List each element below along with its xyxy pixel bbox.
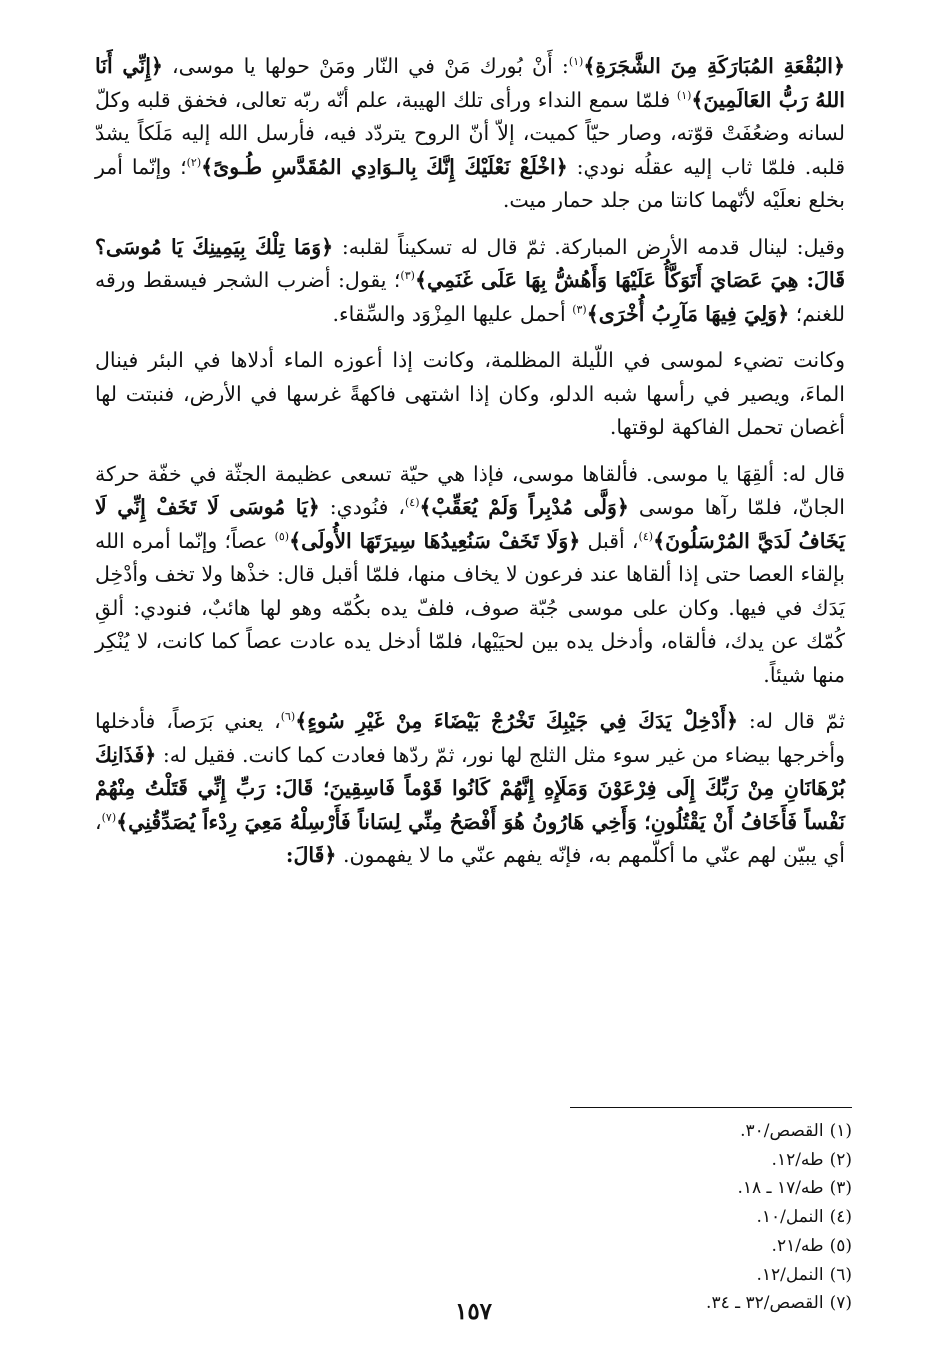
quran-quote: ﴿وَمَا تِلْكَ بِيَمِينِكَ يَا مُوسَى؟ قَالَ: هِيَ عَصَايَ أَتَوَكَّأُ عَلَيْهَا وَأَهُشُّ بِهَا عَلَى غَنَمِي﴾ [95,234,846,292]
paragraph-text: : أَنْ بُورك مَنْ في النّار ومَنْ حولها يا موسى، [162,54,569,78]
footnote-text: القصص/٣٢ ـ ٣٤. [706,1293,824,1314]
paragraph-text: ، فنُودي: [319,495,405,519]
paragraph-text: عصاً؛ وإنّما أمره الله بإلقاء العصا حتى إذا ألقاها عند فرعون لا يخاف منها، فلمّا أقبل قال: خذْها ولا تخف وأدْخِل يَدَك في فيها. وكان على موسى جُبّة صوف، فلفّ يده بكُمّه وهو لها هائبٌ، فنودي: ألقِ كُمّك عن يدك، فألقاه، وأدخل يده بين لحيَيْها، فلمّا أدخل يده عادت عصاً كما كانت، لا يُنْكِر منها شيئاً. [95,528,845,687]
paragraph-text: أحمل عليها المِزْوَد والسِّقاء. [332,301,573,326]
footnote-marker: (٣) [400,269,415,283]
body-text [95,50,845,873]
footnote-number: (٤) [829,1207,852,1228]
footnote-item [452,1146,852,1175]
footnote-text: النمل/١٠. [756,1207,824,1228]
footnote-text: طه/٢١. [771,1235,824,1256]
footnote-item [452,1174,852,1203]
footnote-text: طه/١٢. [771,1149,824,1170]
footnote-marker: (٧) [101,810,117,824]
paragraph-text: فلمّا سمع النداء ورأى تلك الهيبة، علم أنّه ربّه تعالى، فخفق قلبه وكلّ لسانه وضعُفَتْ قوّته، وصار حيّاً كميت، إلاّ أنّ الروح يتردّد فيه، فأرسل الله إليه مَلَكاً يشدّ قلبه. فلمّا ثاب إليه عقلُه نودي: [95,87,845,179]
footnote-item [452,1117,852,1146]
page-body [95,50,845,886]
paragraph-text: ثمّ قال له: [737,709,845,733]
quran-quote: ﴿أَدْخِلْ يَدَكَ فِي جَيْبِكَ تَخْرُجْ بَيْضَاءَ مِنْ غَيْرِ سُوءٍ﴾ [295,709,738,733]
paragraph-text: ، أي يبيّن لهم عنّي ما أكلّمهم به، فإنّه يفهم عنّي ما لا يفهمون. [95,809,845,867]
paragraph-text: قال له: ألقِهَا يا موسى. فألقاها موسى، فإذا هي حيّة تسعى عظيمة الجثّة في خفّة حركة الجانّ، فلمّا رآها موسى [95,461,846,519]
page-number: ١٥٧ [454,1298,493,1325]
quran-quote: ﴿يَا مُوسَى لَا تَخَفْ إِنِّي لَا يَخَافُ لَدَيَّ المُرْسَلُونَ﴾ [95,495,845,553]
quran-quote: ﴿ [832,54,845,78]
footnote-number: (٥) [829,1235,852,1256]
paragraph-text: ؛ يقول: أضرب الشجر فيسقط ورقه للغنم؛ [95,268,845,326]
footnote-marker: (١) [568,55,584,69]
quran-quote: ﴾ [583,54,596,78]
quran-quote: ﴿وَلَّى مُدْبِراً وَلَمْ يُعَقِّبْ﴾ [419,495,629,519]
footnote-number: (٣) [829,1178,852,1199]
footnote-text: طه/١٧ ـ ١٨. [737,1178,824,1199]
paragraph [95,458,845,693]
footnotes-list [452,1117,852,1318]
paragraph-text: ، يعني بَرَصاً، فأدخلها وأخرجها بيضاء من غير سوء مثل الثلج لها نور، ثمّ ردّها فعادت كما كانت. فقيل له: [95,709,845,767]
footnote-number: (٢) [829,1149,852,1170]
footnote-marker: (٢) [186,155,202,169]
footnote-number: (٦) [829,1264,852,1285]
paragraph [95,231,845,332]
footnote-marker: (٤) [638,529,654,543]
quran-quote: ﴿وَلَا تَخَفْ سَنُعِيدُهَا سِيرَتَهَا الأُولَى﴾ [289,528,581,553]
footnote-marker: (١) [676,88,692,102]
quran-quote: ﴿إِنِّي أَنَا اللهُ رَبُّ العَالَمِينَ﴾ [95,54,846,112]
footnote-marker: (٦) [280,710,296,724]
quran-quote: البُقْعَةِ المُبَارَكَةِ مِنَ الشَّجَرَةِ [595,54,833,78]
paragraph-text: وكانت تضيء لموسى في اللّيلة المظلمة، وكانت إذا أعوزه الماء أدلاها في البئر فينال الماءَ، ويصير في رأسها شبه الدلو، وكان إذا اشتهى فاكهةً غرسها في الأرض، فنبتت لها أغصان تحمل الفاكهة لوقتها. [95,348,845,439]
footnote-item [452,1261,852,1290]
paragraph-text: وقيل: لينال قدمه الأرض المباركة. ثمّ قال له تسكيناً لقلبه: [333,234,845,259]
footnote-item [452,1203,852,1232]
footnote-divider [570,1107,852,1108]
footnote-marker: (٥) [274,529,290,543]
quran-quote: ﴿وَلِيَ فِيهَا مَآرِبُ أُخْرَى﴾ [586,301,790,326]
paragraph [95,705,845,873]
footnote-number: (٧) [829,1293,852,1314]
footnote-text: النمل/١٢. [756,1264,824,1285]
footnote-number: (١) [829,1121,852,1141]
paragraph [95,50,845,218]
footnote-marker: (٣) [572,302,587,316]
quran-quote: ﴿اخْلَعْ نَعْلَيْكَ إِنَّكَ بِالـوَادِي المُقَدَّسِ طُـوىً﴾ [201,154,568,179]
paragraph-text: ، أقبل [580,528,639,553]
footnote-item [452,1232,852,1261]
footnote-text: القصص/٣٠. [740,1121,824,1141]
footnote-marker: (٤) [405,496,420,510]
paragraph-text: ؛ وإنّما أمر بخلع نعلَيْه لأنّهما كانتا من جلد حمار ميت. [95,154,845,212]
paragraph [95,344,845,445]
quran-quote: ﴿قَالَ: [285,843,337,867]
quran-quote: ﴿فَذَانِكَ بُرْهَانَانِ مِنْ رَبِّكَ إِلَى فِرْعَوْنَ وَمَلَإِهِ إِنَّهُمْ كَانُوا قَوْماً فَاسِقِينَ؛ قَالَ: رَبِّ إِنِّي قَتَلْتُ مِنْهُمْ نَفْساً فَأَخَافُ أَنْ يَقْتُلُونِ؛ وَأَخِي هَارُونُ هُوَ أَفْصَحُ مِنِّي لِسَاناً فَأَرْسِلْهُ مَعِيَ رِدْءاً يُصَدِّقُنِي﴾ [95,742,845,834]
